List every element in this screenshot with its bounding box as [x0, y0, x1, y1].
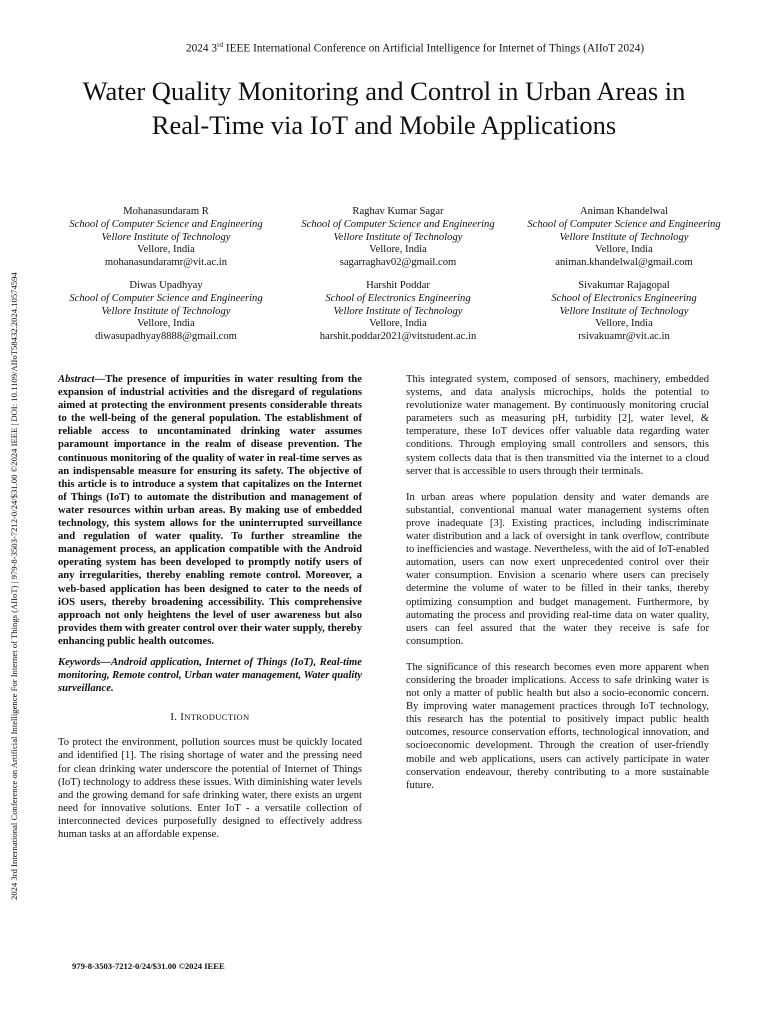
paper-title: Water Quality Monitoring and Control in Urban Areas in Real-Time via IoT and Mobile Applications	[82, 76, 686, 140]
author-name: Raghav Kumar Sagar	[352, 206, 444, 217]
author-location: Vellore, India	[369, 318, 427, 330]
author-block	[51, 280, 281, 344]
author-department: School of Computer Science and Engineering	[527, 218, 721, 230]
author-email: rsivakuamr@vit.ac.in	[578, 331, 670, 343]
author-name: Diwas Upadhyay	[129, 280, 203, 291]
author-institute: Vellore Institute of Technology	[559, 231, 689, 243]
author-name: Sivakumar Rajagopal	[578, 280, 670, 291]
author-location: Vellore, India	[137, 318, 195, 330]
author-email: harshit.poddar2021@vitstudent.ac.in	[319, 331, 477, 343]
author-email: diwasupadhyay8888@gmail.com	[95, 331, 237, 343]
author-block	[51, 206, 281, 270]
author-name: Harshit Poddar	[366, 280, 430, 291]
copyright-footer: 979-8-3503-7212-0/24/$31.00 ©2024 IEEE	[72, 961, 225, 971]
intro-paragraph: To protect the environment, pollution sources must be quickly located and identified [1]. The rising shortage of water and the pressing need for clean drinking water underscore the potential of Internet of Things (IoT) technology to address these issues. With diminishing water levels and the growing demand for safe drinking water, there exists an urgent need for innovative solutions. Enter IoT - a versatile collection of interconnected devices purposefully designed to effectively address human tasks at an affordable expense.	[58, 737, 362, 840]
author-location: Vellore, India	[137, 244, 195, 256]
author-location: Vellore, India	[595, 244, 653, 256]
author-block	[283, 280, 513, 344]
author-institute: Vellore Institute of Technology	[333, 231, 463, 243]
author-department: School of Computer Science and Engineering	[69, 292, 263, 304]
author-name: Animan Khandelwal	[580, 206, 668, 217]
author-institute: Vellore Institute of Technology	[101, 305, 231, 317]
author-name: Mohanasundaram R	[123, 206, 209, 217]
doi-sidebar: 2024 3rd International Conference on Artificial Intelligence For Internet of Things (AIIoT) | 979-8-3503-7212-0/24/$31.00 ©2024 IEEE | DOI: 10.1109/AIIoT58432.2024.10574594	[9, 272, 19, 900]
keywords: Keywords—Android application, Internet of Things (IoT), Real-time monitoring, Remote control, Urban water management, Water quality surveillance.	[58, 656, 362, 695]
author-block	[509, 206, 739, 270]
left-column	[58, 373, 362, 841]
abstract-label: Abstract	[58, 374, 95, 385]
abstract	[58, 373, 362, 648]
abstract-text: —The presence of impurities in water resulting from the expansion of industrial activities and the disregard of regulations aimed at protecting the environment presents considerable threats to the well-being of the general population. The establishment of reliable access to uncontaminated drinking water assumes paramount importance in the realm of disease prevention. The continuous monitoring of the quality of water in real-time serves as an indispensable measure for ensuring its safety. The objective of this article is to introduce a system that capitalizes on the Internet of Things (IoT) to automate the distribution and management of water resources within urban areas. By making use of embedded technology, this system allows for the uninterrupted surveillance and regulation of water quality. To further streamline the management process, an application compatible with the Android operating system has been developed to promptly notify users of any irregularities, thereby enabling remote control. Moreover, a web-based application has been designed to cater to the needs of iOS users, thereby broadening accessibility. This comprehensive approach not only heightens the level of user awareness but also provides them with greater control over their water supply, thereby enhancing public health outcomes.	[58, 374, 362, 647]
author-department: School of Electronics Engineering	[551, 292, 697, 304]
author-email: mohanasundaramr@vit.ac.in	[104, 257, 228, 269]
author-location: Vellore, India	[595, 318, 653, 330]
body-paragraph: The significance of this research becomes even more apparent when considering the broader implications. Access to safe drinking water is not only a matter of public health but also a socio-economic concern. By improving water management practices through IoT technology, this research has the potential to positively impact public health outcomes, resource conservation efforts, technological innovation, and socioeconomic development. Through the creation of user-friendly mobile and web applications, users can actively participate in water conservation endeavour, thereby contributing to a more sustainable future.	[406, 661, 709, 791]
author-block	[509, 280, 739, 344]
author-institute: Vellore Institute of Technology	[101, 231, 231, 243]
author-department: School of Computer Science and Engineering	[301, 218, 495, 230]
author-email: animan.khandelwal@gmail.com	[555, 257, 693, 269]
author-department: School of Computer Science and Engineering	[69, 218, 263, 230]
conference-header: 2024 3rd IEEE International Conference on Artificial Intelligence for Internet of Things (AIIoT 2024)	[186, 41, 645, 55]
section-heading-introduction: I. INTRODUCTION	[170, 711, 250, 724]
author-email: sagarraghav02@gmail.com	[339, 257, 457, 269]
author-location: Vellore, India	[369, 244, 427, 256]
body-paragraph: In urban areas where population density and water demands are substantial, conventional manual water management systems often prove inadequate [3]. Existing practices, including indiscriminate water distribution and a lack of oversight in tank overflow, contribute to inefficiencies and wastage. Nevertheless, with the aid of IoT-enabled automation, users can now exert unprecedented control over their water consumption. Envision a scenario where users can precisely determine the volume of water to be filled in their tanks, thereby optimizing consumption and budget management. Furthermore, by automating the process and providing real-time data on water quality, users can feel assured that the water they receive is safe for consumption.	[406, 491, 709, 647]
author-institute: Vellore Institute of Technology	[333, 305, 463, 317]
author-institute: Vellore Institute of Technology	[559, 305, 689, 317]
author-department: School of Electronics Engineering	[325, 292, 471, 304]
body-paragraph: This integrated system, composed of sensors, machinery, embedded systems, and data analysis microchips, holds the potential to revolutionize water management. By continuously monitoring crucial parameters such as measuring pH, turbidity [2], water level, & temperature, these IoT devices offer valuable data regarding water conditions. Through employing small controllers and sensors, this system collects data that is then transmitted via the internet to a cloud server that is accessible to users through their terminals.	[406, 374, 709, 477]
right-column	[406, 373, 709, 792]
author-block	[283, 206, 513, 270]
